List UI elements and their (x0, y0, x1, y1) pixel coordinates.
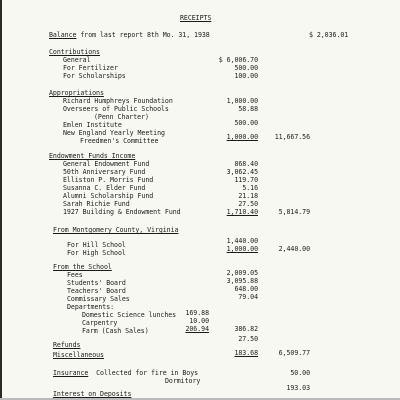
endowment-item-5: Sarah Richie Fund (63, 200, 130, 208)
school-dept-amount-0: 169.88 (185, 309, 209, 317)
insurance-line (53, 369, 198, 377)
refunds-amount: 27.50 (238, 335, 258, 343)
interest-amount: 193.03 (286, 384, 310, 392)
endowment-total: 5,814.79 (278, 208, 310, 216)
section-endowment: Endowment Funds Income (49, 152, 136, 160)
insurance-label: Insurance (53, 369, 89, 377)
section-interest: Interest on Deposits (53, 390, 132, 398)
section-refunds: Refunds (53, 341, 81, 349)
school-departments-label: Departments: (67, 303, 115, 311)
appropriations-total: 11,667.56 (274, 133, 310, 141)
endowment-amount-5: 27.50 (238, 200, 258, 208)
school-item-0: Fees (67, 271, 83, 279)
school-dept-1: Carpentry (82, 319, 118, 327)
balance-label (49, 31, 210, 39)
appropriations-item-3-sub: Freedmen's Committee (80, 137, 159, 145)
insurance-desc-2: Dormitory (165, 377, 201, 385)
school-amount-1: 3,095.88 (226, 277, 258, 285)
contributions-amount-1: 500.00 (234, 64, 258, 72)
school-dept-amount-2: 206.94 (185, 325, 209, 333)
appropriations-item-0: Richard Humphreys Foundation (63, 97, 173, 105)
appropriations-item-2: Emlen Institute (63, 121, 122, 129)
school-dept-2: Farm (Cash Sales) (82, 327, 149, 335)
scan-edge (0, 0, 2, 400)
title-receipts: RECEIPTS (180, 14, 212, 22)
school-item-2: Teachers' Board (67, 287, 126, 295)
endowment-amount-6: 1,710.40 (226, 208, 258, 216)
balance-word: Balance (49, 31, 77, 39)
endowment-amount-1: 3,062.45 (226, 168, 258, 176)
montgomery-amount-0: 1,440.00 (226, 237, 258, 245)
miscellaneous-amount: 183.68 (234, 349, 258, 357)
appropriations-item-1: Overseers of Public Schools (63, 105, 169, 113)
balance-total: $ 2,036.01 (309, 31, 349, 39)
appropriations-item-1-sub: (Penn Charter) (94, 113, 149, 121)
appropriations-amount-3: 1,000.00 (226, 133, 258, 141)
school-amount-3: 79.04 (238, 293, 258, 301)
school-item-1: Students' Board (67, 279, 126, 287)
endowment-item-1: 50th Anniversary Fund (63, 168, 146, 176)
appropriations-amount-1: 58.88 (238, 105, 258, 113)
section-miscellaneous: Miscellaneous (53, 351, 104, 359)
endowment-amount-4: 21.18 (238, 192, 258, 200)
appropriations-amount-2: 500.00 (234, 119, 258, 127)
school-departments-subtotal: 386.82 (234, 325, 258, 333)
insurance-amount: 50.00 (290, 369, 310, 377)
endowment-amount-3: 5.16 (242, 184, 258, 192)
balance-text: from last report 8th Mo. 31, 1938 (80, 31, 210, 39)
section-contributions: Contributions (49, 48, 100, 56)
montgomery-total: 2,440.00 (278, 245, 310, 253)
section-appropriations: Appropriations (49, 89, 104, 97)
school-amount-0: 2,009.05 (226, 269, 258, 277)
contributions-item-0: General (63, 56, 91, 64)
appropriations-item-3: New England Yearly Meeting (63, 129, 165, 137)
school-total: 6,509.77 (278, 349, 310, 357)
section-school: From the School (53, 263, 112, 271)
insurance-desc: Collected for fire in Boys (96, 369, 199, 377)
contributions-item-1: For Fertilizer (63, 64, 118, 72)
school-dept-amount-1: 10.00 (189, 317, 209, 325)
appropriations-amount-0: 1,000.00 (226, 97, 258, 105)
endowment-amount-2: 119.70 (234, 176, 258, 184)
contributions-amount-0: $ 6,006.70 (218, 56, 258, 64)
montgomery-item-1: For High School (67, 249, 126, 257)
endowment-item-0: General Endowment Fund (63, 160, 150, 168)
endowment-item-3: Susanna C. Elder Fund (63, 184, 146, 192)
school-item-3: Commissary Sales (67, 295, 130, 303)
montgomery-item-0: For Hill School (67, 241, 126, 249)
contributions-item-2: For Scholarships (63, 72, 126, 80)
montgomery-amount-1: 1,000.00 (226, 245, 258, 253)
school-amount-2: 648.00 (234, 285, 258, 293)
school-dept-0: Domestic Science lunches (82, 311, 177, 319)
endowment-item-4: Alumni Scholarship Fund (63, 192, 154, 200)
endowment-item-2: Elliston P. Morris Fund (63, 176, 154, 184)
contributions-amount-2: 100.00 (234, 72, 258, 80)
endowment-item-6: 1927 Building & Endowment Fund (63, 208, 181, 216)
endowment-amount-0: 868.40 (234, 160, 258, 168)
section-montgomery: From Montgomery County, Virginia (53, 226, 179, 234)
